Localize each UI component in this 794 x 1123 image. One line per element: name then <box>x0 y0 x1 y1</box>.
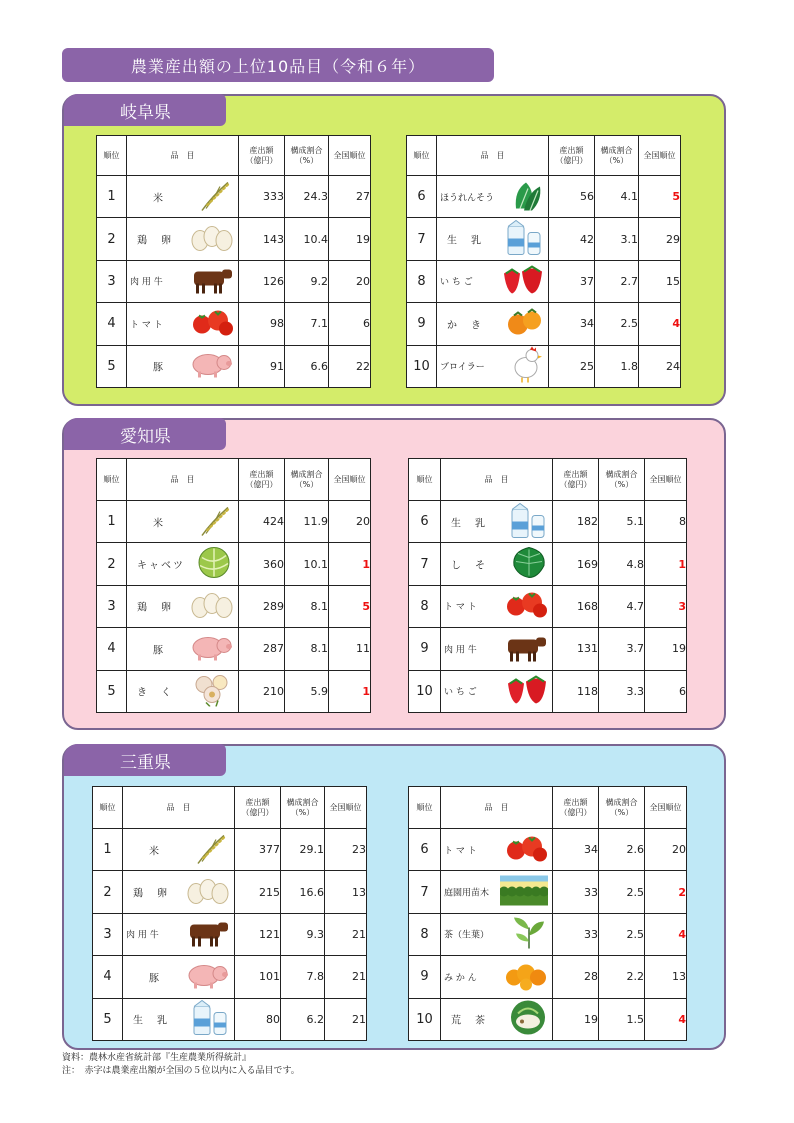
mandarin-icon <box>504 960 548 993</box>
amount-header: 産出額 （億円） <box>239 136 285 176</box>
item-cell <box>123 998 235 1040</box>
cabbage-icon <box>194 546 234 583</box>
rank-header: 順位 <box>97 459 127 501</box>
table-row <box>409 628 687 670</box>
table-row <box>407 303 681 345</box>
amount-cell: 28 <box>553 956 599 998</box>
amount-cell: 25 <box>549 345 595 387</box>
item-label: 生 乳 <box>451 518 487 530</box>
national-rank-cell: 3 <box>645 585 687 627</box>
rank-cell: 8 <box>409 585 441 627</box>
amount-cell: 424 <box>239 501 285 543</box>
item-cell <box>123 913 235 955</box>
cow-icon <box>188 264 234 299</box>
item-cell <box>127 176 239 218</box>
persimmon-icon <box>504 306 544 341</box>
amount-header: 産出額 （億円） <box>235 787 281 829</box>
item-label: 米 <box>153 518 165 530</box>
national-rank-cell: 1 <box>329 670 371 712</box>
national-rank-cell: 5 <box>639 176 681 218</box>
strawberry-icon <box>500 264 544 299</box>
item-label: い ち ご <box>444 687 477 698</box>
page-title: 農業産出額の上位10品目（令和６年） <box>62 48 494 82</box>
egg-icon <box>186 876 230 909</box>
share-cell: 2.5 <box>599 871 645 913</box>
item-label: ブロイラー <box>440 362 485 373</box>
share-cell: 16.6 <box>281 871 325 913</box>
item-label: 鶏 卵 <box>137 235 173 247</box>
item-label: し そ <box>451 560 487 572</box>
rice-icon <box>194 178 234 215</box>
chicken-icon <box>510 346 544 387</box>
share-cell: 8.1 <box>285 628 329 670</box>
item-cell <box>123 871 235 913</box>
share-header: 構成割合 （%） <box>285 136 329 176</box>
amount-cell: 34 <box>549 303 595 345</box>
amount-cell: 91 <box>239 345 285 387</box>
share-cell: 7.8 <box>281 956 325 998</box>
amount-cell: 289 <box>239 585 285 627</box>
share-cell: 4.8 <box>599 543 645 585</box>
share-cell: 24.3 <box>285 176 329 218</box>
tea-leaf-icon <box>510 916 548 953</box>
rank-cell: 5 <box>93 998 123 1040</box>
table-row <box>97 585 371 627</box>
table-row <box>409 871 687 913</box>
share-cell: 29.1 <box>281 829 325 871</box>
national-rank-header: 全国順位 <box>639 136 681 176</box>
share-cell: 11.9 <box>285 501 329 543</box>
rank-cell: 5 <box>97 345 127 387</box>
share-cell: 10.4 <box>285 218 329 260</box>
share-cell: 5.1 <box>599 501 645 543</box>
share-cell: 3.7 <box>599 628 645 670</box>
share-cell: 2.6 <box>599 829 645 871</box>
rank-cell: 7 <box>407 218 437 260</box>
rank-cell: 6 <box>409 829 441 871</box>
rank-cell: 1 <box>93 829 123 871</box>
item-cell <box>437 303 549 345</box>
item-label: 生 乳 <box>447 235 483 247</box>
national-rank-cell: 1 <box>329 543 371 585</box>
national-rank-cell: 20 <box>645 829 687 871</box>
item-header: 品 目 <box>127 136 239 176</box>
amount-header: 産出額 （億円） <box>239 459 285 501</box>
egg-icon <box>190 590 234 623</box>
national-rank-cell: 27 <box>329 176 371 218</box>
share-cell: 2.2 <box>599 956 645 998</box>
item-label: 荒 茶 <box>451 1015 487 1027</box>
strawberry-icon <box>504 674 548 709</box>
amount-cell: 131 <box>553 628 599 670</box>
amount-cell: 182 <box>553 501 599 543</box>
item-cell <box>127 303 239 345</box>
share-cell: 9.2 <box>285 260 329 302</box>
rank-cell: 8 <box>407 260 437 302</box>
rank-cell: 9 <box>409 956 441 998</box>
table-row <box>93 871 367 913</box>
rank-header: 順位 <box>409 459 441 501</box>
milk-icon <box>508 501 548 542</box>
item-label: い ち ご <box>440 277 473 288</box>
share-header: 構成割合 （%） <box>285 459 329 501</box>
national-rank-header: 全国順位 <box>645 459 687 501</box>
national-rank-cell: 8 <box>645 501 687 543</box>
item-cell <box>123 956 235 998</box>
item-header: 品 目 <box>123 787 235 829</box>
mie-right-ranking-table <box>408 786 687 1041</box>
amount-cell: 377 <box>235 829 281 871</box>
amount-cell: 215 <box>235 871 281 913</box>
rank-cell: 9 <box>409 628 441 670</box>
item-label: 肉 用 牛 <box>126 930 159 941</box>
national-rank-cell: 20 <box>329 501 371 543</box>
item-label: 豚 <box>153 645 165 657</box>
national-rank-cell: 24 <box>639 345 681 387</box>
table-row <box>409 543 687 585</box>
item-cell <box>441 585 553 627</box>
item-header: 品 目 <box>437 136 549 176</box>
national-rank-cell: 6 <box>329 303 371 345</box>
national-rank-cell: 6 <box>645 670 687 712</box>
table-row <box>97 501 371 543</box>
table-row <box>409 585 687 627</box>
footnotes <box>62 1052 300 1078</box>
rice-icon <box>190 831 230 868</box>
rank-cell: 5 <box>97 670 127 712</box>
item-label: 豚 <box>149 973 161 985</box>
rank-cell: 4 <box>97 303 127 345</box>
tomato-icon <box>504 589 548 624</box>
national-rank-cell: 21 <box>325 998 367 1040</box>
item-label: み か ん <box>444 973 477 984</box>
table-row <box>93 829 367 871</box>
share-cell: 3.3 <box>599 670 645 712</box>
table-row <box>409 913 687 955</box>
amount-cell: 33 <box>553 913 599 955</box>
share-cell: 2.5 <box>595 303 639 345</box>
share-header: 構成割合 （%） <box>599 459 645 501</box>
amount-cell: 42 <box>549 218 595 260</box>
seedling-icon <box>500 876 548 909</box>
rank-cell: 2 <box>97 218 127 260</box>
table-row <box>93 956 367 998</box>
item-label: 鶏 卵 <box>137 602 173 614</box>
table-row <box>409 670 687 712</box>
rank-cell: 7 <box>409 543 441 585</box>
national-rank-cell: 11 <box>329 628 371 670</box>
national-rank-cell: 19 <box>329 218 371 260</box>
table-row <box>93 913 367 955</box>
share-cell: 9.3 <box>281 913 325 955</box>
item-cell <box>437 345 549 387</box>
rank-cell: 2 <box>97 543 127 585</box>
national-rank-cell: 13 <box>325 871 367 913</box>
item-cell <box>441 501 553 543</box>
share-header: 構成割合 （%） <box>595 136 639 176</box>
item-cell <box>441 956 553 998</box>
chrysanthemum-icon <box>192 673 234 710</box>
item-label: 米 <box>149 846 161 858</box>
table-row <box>407 260 681 302</box>
aichi-right-ranking-table <box>408 458 687 713</box>
table-row <box>407 218 681 260</box>
item-cell <box>437 218 549 260</box>
mie-left-ranking-table <box>92 786 367 1041</box>
item-label: か き <box>447 320 483 332</box>
share-cell: 4.1 <box>595 176 639 218</box>
item-cell <box>441 543 553 585</box>
national-rank-cell: 13 <box>645 956 687 998</box>
amount-cell: 121 <box>235 913 281 955</box>
item-label: 米 <box>153 193 165 205</box>
amount-cell: 333 <box>239 176 285 218</box>
source-note: 資料：農林水産省統計部『生産農業所得統計』 <box>62 1053 252 1063</box>
national-rank-cell: 21 <box>325 956 367 998</box>
rank-cell: 7 <box>409 871 441 913</box>
item-header: 品 目 <box>441 787 553 829</box>
item-label: 肉 用 牛 <box>130 277 163 288</box>
aichi-left-ranking-table <box>96 458 371 713</box>
amount-cell: 168 <box>553 585 599 627</box>
mie-title: 三重県 <box>64 744 226 776</box>
gifu-right-ranking-table <box>406 135 681 388</box>
item-label: 茶（生葉） <box>444 930 490 941</box>
rank-cell: 3 <box>97 585 127 627</box>
table-row <box>409 956 687 998</box>
rank-cell: 10 <box>409 670 441 712</box>
amount-cell: 37 <box>549 260 595 302</box>
pig-icon <box>184 960 230 993</box>
amount-cell: 360 <box>239 543 285 585</box>
table-row <box>97 670 371 712</box>
tomato-icon <box>504 832 548 867</box>
egg-icon <box>190 223 234 256</box>
tea-icon <box>508 1000 548 1039</box>
amount-header: 産出額 （億円） <box>549 136 595 176</box>
table-row <box>409 998 687 1040</box>
national-rank-cell: 4 <box>639 303 681 345</box>
national-rank-header: 全国順位 <box>329 459 371 501</box>
national-rank-header: 全国順位 <box>329 136 371 176</box>
item-header: 品 目 <box>127 459 239 501</box>
gifu-title: 岐阜県 <box>64 94 226 126</box>
national-rank-cell: 2 <box>645 871 687 913</box>
table-row <box>407 345 681 387</box>
share-cell: 2.7 <box>595 260 639 302</box>
item-label: ト マ ト <box>444 846 477 857</box>
table-row <box>97 260 371 302</box>
share-header: 構成割合 （%） <box>281 787 325 829</box>
item-cell <box>441 829 553 871</box>
rank-cell: 3 <box>93 913 123 955</box>
share-cell: 2.5 <box>599 913 645 955</box>
amount-cell: 287 <box>239 628 285 670</box>
rank-header: 順位 <box>407 136 437 176</box>
table-row <box>409 829 687 871</box>
pig-icon <box>188 632 234 665</box>
item-label: き く <box>137 687 173 699</box>
amount-header: 産出額 （億円） <box>553 459 599 501</box>
amount-cell: 126 <box>239 260 285 302</box>
item-cell <box>123 829 235 871</box>
item-label: キャベツ <box>137 560 185 572</box>
item-cell <box>127 218 239 260</box>
aichi-title: 愛知県 <box>64 418 226 450</box>
share-cell: 3.1 <box>595 218 639 260</box>
rank-cell: 2 <box>93 871 123 913</box>
national-rank-cell: 23 <box>325 829 367 871</box>
national-rank-cell: 20 <box>329 260 371 302</box>
rice-icon <box>194 503 234 540</box>
amount-cell: 98 <box>239 303 285 345</box>
tomato-icon <box>190 306 234 341</box>
table-row <box>97 176 371 218</box>
item-cell <box>127 345 239 387</box>
rank-cell: 4 <box>93 956 123 998</box>
spinach-icon <box>510 178 544 215</box>
item-label: ト マ ト <box>444 602 477 613</box>
national-rank-cell: 21 <box>325 913 367 955</box>
share-cell: 6.2 <box>281 998 325 1040</box>
table-row <box>97 218 371 260</box>
national-rank-cell: 29 <box>639 218 681 260</box>
rank-cell: 3 <box>97 260 127 302</box>
share-cell: 7.1 <box>285 303 329 345</box>
item-cell <box>127 260 239 302</box>
amount-cell: 33 <box>553 871 599 913</box>
item-cell <box>127 501 239 543</box>
rank-header: 順位 <box>97 136 127 176</box>
share-header: 構成割合 （%） <box>599 787 645 829</box>
amount-header: 産出額 （億円） <box>553 787 599 829</box>
table-row <box>97 303 371 345</box>
table-row <box>93 998 367 1040</box>
rank-cell: 8 <box>409 913 441 955</box>
rank-header: 順位 <box>409 787 441 829</box>
share-cell: 8.1 <box>285 585 329 627</box>
amount-cell: 210 <box>239 670 285 712</box>
national-rank-cell: 1 <box>645 543 687 585</box>
rank-cell: 6 <box>407 176 437 218</box>
table-row <box>407 176 681 218</box>
item-label: ト マ ト <box>130 320 163 331</box>
amount-cell: 118 <box>553 670 599 712</box>
rank-cell: 6 <box>409 501 441 543</box>
milk-icon <box>190 999 230 1040</box>
national-rank-cell: 4 <box>645 998 687 1040</box>
item-cell <box>437 260 549 302</box>
table-row <box>97 628 371 670</box>
cow-icon <box>502 631 548 666</box>
gifu-left-ranking-table <box>96 135 371 388</box>
rank-cell: 1 <box>97 501 127 543</box>
rank-cell: 9 <box>407 303 437 345</box>
share-cell: 5.9 <box>285 670 329 712</box>
item-cell <box>441 913 553 955</box>
item-label: 肉 用 牛 <box>444 645 477 656</box>
item-cell <box>441 871 553 913</box>
pig-icon <box>188 350 234 383</box>
share-cell: 4.7 <box>599 585 645 627</box>
rank-cell: 10 <box>407 345 437 387</box>
item-cell <box>441 670 553 712</box>
item-label: 生 乳 <box>133 1015 169 1027</box>
national-rank-cell: 19 <box>645 628 687 670</box>
item-cell <box>441 628 553 670</box>
red-note: 注： 赤字は農業産出額が全国の５位以内に入る品目です。 <box>62 1066 300 1076</box>
national-rank-cell: 22 <box>329 345 371 387</box>
cow-icon <box>184 917 230 952</box>
national-rank-cell: 15 <box>639 260 681 302</box>
table-row <box>97 543 371 585</box>
item-cell <box>127 670 239 712</box>
amount-cell: 143 <box>239 218 285 260</box>
rank-cell: 1 <box>97 176 127 218</box>
amount-cell: 34 <box>553 829 599 871</box>
amount-cell: 56 <box>549 176 595 218</box>
national-rank-header: 全国順位 <box>325 787 367 829</box>
item-cell <box>127 585 239 627</box>
item-header: 品 目 <box>441 459 553 501</box>
share-cell: 1.8 <box>595 345 639 387</box>
item-cell <box>437 176 549 218</box>
item-label: ほうれんそう <box>440 193 495 204</box>
rank-cell: 4 <box>97 628 127 670</box>
item-label: 庭園用苗木 <box>444 888 490 899</box>
item-label: 鶏 卵 <box>133 888 169 900</box>
amount-cell: 80 <box>235 998 281 1040</box>
item-cell <box>441 998 553 1040</box>
rank-header: 順位 <box>93 787 123 829</box>
amount-cell: 19 <box>553 998 599 1040</box>
share-cell: 6.6 <box>285 345 329 387</box>
item-cell <box>127 543 239 585</box>
item-cell <box>127 628 239 670</box>
milk-icon <box>504 219 544 260</box>
rank-cell: 10 <box>409 998 441 1040</box>
national-rank-cell: 4 <box>645 913 687 955</box>
national-rank-cell: 5 <box>329 585 371 627</box>
share-cell: 1.5 <box>599 998 645 1040</box>
shiso-icon <box>510 546 548 583</box>
table-row <box>97 345 371 387</box>
amount-cell: 101 <box>235 956 281 998</box>
share-cell: 10.1 <box>285 543 329 585</box>
amount-cell: 169 <box>553 543 599 585</box>
item-label: 豚 <box>153 362 165 374</box>
national-rank-header: 全国順位 <box>645 787 687 829</box>
table-row <box>409 501 687 543</box>
